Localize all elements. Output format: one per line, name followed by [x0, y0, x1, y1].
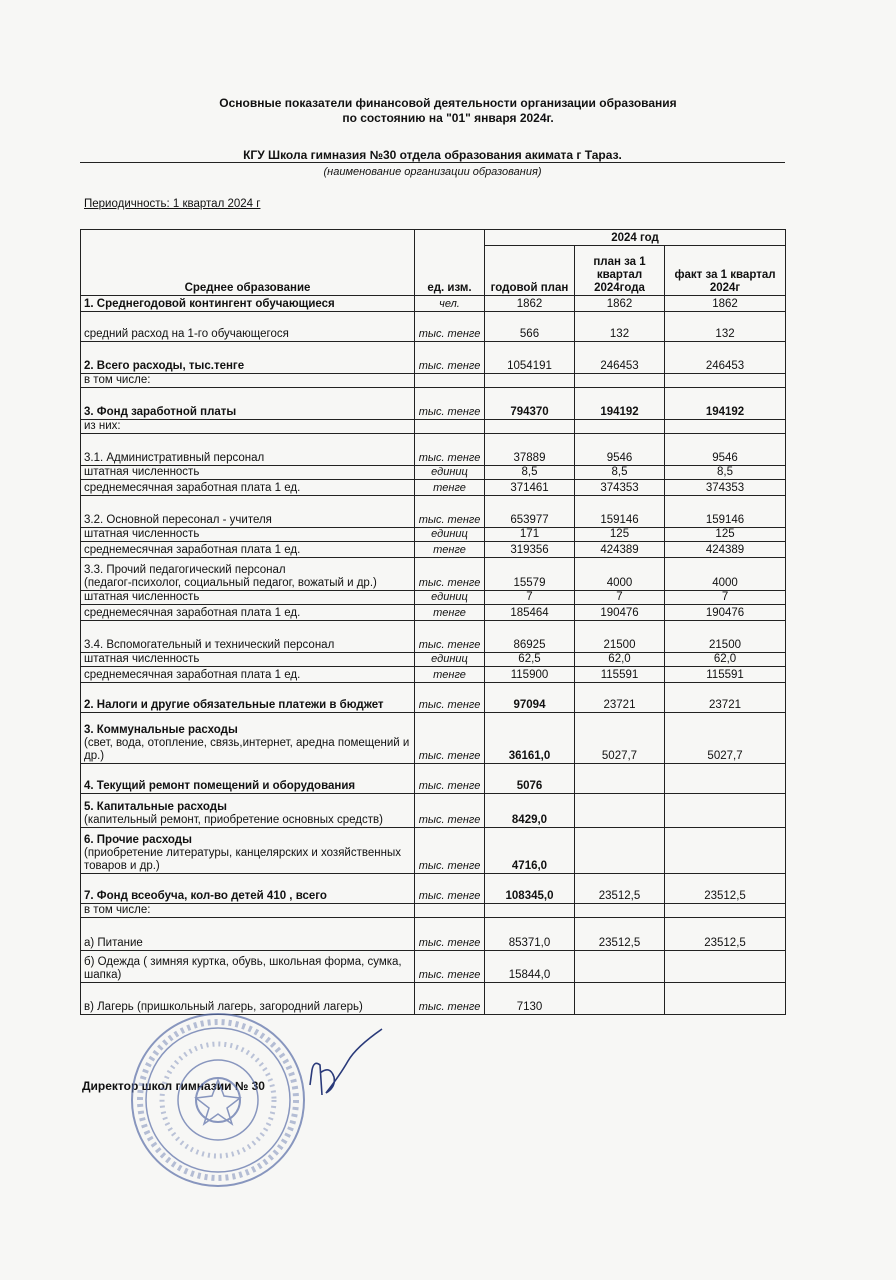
row-plan-q1 — [575, 904, 665, 918]
row-label-detail: (приобретение литературы, канцелярских и хозяйственных товаров и др.) — [84, 847, 401, 872]
organization-caption: (наименование организации образования) — [323, 166, 542, 178]
table-row — [81, 542, 786, 558]
row-label-main: 7. Фонд всеобуча, кол-во детей 410 , всего — [84, 890, 327, 902]
row-label-detail: (свет, вода, отопление, связь,интернет, арeдна помещений и др.) — [84, 737, 410, 762]
row-fact-q1: 23512,5 — [665, 918, 786, 951]
table-row — [81, 480, 786, 496]
row-label — [81, 794, 415, 828]
row-fact-q1: 5027,7 — [665, 713, 786, 764]
row-label-main: среднемесячная заработная плата 1 ед. — [84, 544, 301, 556]
table-row — [81, 296, 786, 312]
row-annual-plan: 7 — [485, 591, 575, 605]
row-label — [81, 713, 415, 764]
row-label-main: 6. Прочие расходы — [84, 834, 192, 846]
row-label-main: б) Одежда ( зимняя куртка, обувь, школьная форма, сумка, шапка) — [84, 956, 402, 981]
row-annual-plan: 97094 — [485, 683, 575, 713]
row-fact-q1: 9546 — [665, 434, 786, 466]
row-plan-q1: 21500 — [575, 621, 665, 653]
row-unit: тыс. тенге — [415, 794, 485, 828]
table-row — [81, 683, 786, 713]
row-label — [81, 558, 415, 591]
row-fact-q1: 62,0 — [665, 653, 786, 667]
row-fact-q1: 23721 — [665, 683, 786, 713]
row-unit: тыс. тенге — [415, 683, 485, 713]
row-label — [81, 874, 415, 904]
row-label — [81, 296, 415, 312]
row-annual-plan: 36161,0 — [485, 713, 575, 764]
row-fact-q1 — [665, 983, 786, 1015]
row-label — [81, 434, 415, 466]
row-unit: тенге — [415, 667, 485, 683]
table-row — [81, 874, 786, 904]
row-fact-q1: 23512,5 — [665, 874, 786, 904]
table-row — [81, 558, 786, 591]
row-annual-plan: 653977 — [485, 496, 575, 528]
row-annual-plan: 108345,0 — [485, 874, 575, 904]
row-label — [81, 828, 415, 874]
row-annual-plan: 371461 — [485, 480, 575, 496]
row-unit: тыс. тенге — [415, 874, 485, 904]
row-plan-q1 — [575, 828, 665, 874]
row-label-main: штатная численность — [84, 653, 200, 665]
row-label-main: средний расход на 1-го обучающегося — [84, 328, 289, 340]
row-plan-q1: 4000 — [575, 558, 665, 591]
row-label — [81, 605, 415, 621]
row-plan-q1: 159146 — [575, 496, 665, 528]
row-label-main: штатная численность — [84, 466, 200, 478]
row-fact-q1: 115591 — [665, 667, 786, 683]
financial-indicators-table — [80, 229, 786, 1015]
row-label-main: 2. Налоги и другие обязательные платежи в бюджет — [84, 699, 384, 711]
row-label-main: в том числе: — [84, 374, 151, 386]
header-annual-plan: годовой план — [485, 246, 575, 296]
row-label-detail: (педагог-психолог, социальный педагог, вожатый и др.) — [84, 577, 377, 589]
row-label-main: 3.4. Вспомогательный и технический персонал — [84, 639, 335, 651]
row-annual-plan: 319356 — [485, 542, 575, 558]
row-label-main: 3.1. Административный персонал — [84, 452, 265, 464]
row-plan-q1: 424389 — [575, 542, 665, 558]
row-label — [81, 542, 415, 558]
table-row — [81, 828, 786, 874]
row-annual-plan — [485, 374, 575, 388]
table-row — [81, 374, 786, 388]
row-annual-plan: 1054191 — [485, 342, 575, 374]
row-annual-plan: 5076 — [485, 764, 575, 794]
table-row — [81, 713, 786, 764]
row-label-main: 4. Текущий ремонт помещений и оборудования — [84, 780, 356, 792]
row-plan-q1 — [575, 420, 665, 434]
row-label-main: штатная численность — [84, 528, 200, 540]
row-fact-q1: 125 — [665, 528, 786, 542]
row-label — [81, 480, 415, 496]
row-unit: тыс. тенге — [415, 621, 485, 653]
row-plan-q1 — [575, 983, 665, 1015]
row-annual-plan: 7130 — [485, 983, 575, 1015]
row-annual-plan: 15579 — [485, 558, 575, 591]
signature-icon — [290, 1025, 400, 1115]
row-plan-q1: 125 — [575, 528, 665, 542]
row-label — [81, 621, 415, 653]
row-label-main: 3. Фонд заработной платы — [84, 406, 237, 418]
row-fact-q1: 1862 — [665, 296, 786, 312]
row-unit: тыс. тенге — [415, 388, 485, 420]
row-label — [81, 591, 415, 605]
row-plan-q1: 8,5 — [575, 466, 665, 480]
row-label-main: среднемесячная заработная плата 1 ед. — [84, 482, 301, 494]
row-fact-q1: 246453 — [665, 342, 786, 374]
table-row — [81, 496, 786, 528]
row-label-main: среднемесячная заработная плата 1 ед. — [84, 607, 301, 619]
row-annual-plan — [485, 420, 575, 434]
row-unit: тенге — [415, 542, 485, 558]
table-row — [81, 466, 786, 480]
row-plan-q1: 246453 — [575, 342, 665, 374]
row-plan-q1: 5027,7 — [575, 713, 665, 764]
row-label-main: 1. Среднегодовой контингент обучающиеся — [84, 298, 335, 310]
table-row — [81, 764, 786, 794]
row-unit: тыс. тенге — [415, 558, 485, 591]
row-annual-plan: 115900 — [485, 667, 575, 683]
row-label-main: 3. Коммунальные расходы — [84, 724, 238, 736]
official-seal-icon — [128, 1010, 308, 1190]
row-plan-q1: 132 — [575, 312, 665, 342]
row-label — [81, 420, 415, 434]
row-plan-q1: 194192 — [575, 388, 665, 420]
table-row — [81, 794, 786, 828]
row-plan-q1: 374353 — [575, 480, 665, 496]
row-annual-plan: 37889 — [485, 434, 575, 466]
table-header-row — [81, 230, 786, 246]
row-fact-q1: 4000 — [665, 558, 786, 591]
row-label — [81, 342, 415, 374]
row-unit: единиц — [415, 653, 485, 667]
header-unit: ед. изм. — [415, 230, 485, 296]
header-name: Среднее образование — [81, 230, 415, 296]
row-plan-q1 — [575, 951, 665, 983]
row-annual-plan: 15844,0 — [485, 951, 575, 983]
row-label-main: среднемесячная заработная плата 1 ед. — [84, 669, 301, 681]
row-annual-plan: 62,5 — [485, 653, 575, 667]
row-unit: тыс. тенге — [415, 713, 485, 764]
row-annual-plan: 8,5 — [485, 466, 575, 480]
row-label — [81, 496, 415, 528]
row-unit: тыс. тенге — [415, 434, 485, 466]
table-row — [81, 904, 786, 918]
table-row — [81, 528, 786, 542]
table-row — [81, 918, 786, 951]
row-plan-q1: 23721 — [575, 683, 665, 713]
row-annual-plan: 86925 — [485, 621, 575, 653]
row-fact-q1: 194192 — [665, 388, 786, 420]
row-label-main: 3.3. Прочий педагогический персонал — [84, 564, 286, 576]
row-unit: единиц — [415, 528, 485, 542]
director-signature-line: Директор школ гимназии № 30 — [82, 1079, 265, 1093]
row-label-main: а) Питание — [84, 937, 143, 949]
row-fact-q1 — [665, 764, 786, 794]
row-plan-q1 — [575, 374, 665, 388]
row-plan-q1: 1862 — [575, 296, 665, 312]
row-fact-q1 — [665, 904, 786, 918]
table-row — [81, 388, 786, 420]
row-label — [81, 904, 415, 918]
row-fact-q1 — [665, 420, 786, 434]
row-label-main: в том числе: — [84, 904, 151, 916]
row-fact-q1: 424389 — [665, 542, 786, 558]
row-label — [81, 374, 415, 388]
row-label — [81, 983, 415, 1015]
row-plan-q1: 115591 — [575, 667, 665, 683]
row-label — [81, 951, 415, 983]
row-plan-q1: 190476 — [575, 605, 665, 621]
row-annual-plan: 1862 — [485, 296, 575, 312]
row-label-main: 3.2. Основной пересонал - учителя — [84, 514, 272, 526]
document-title-line2: по состоянию на "01" января 2024г. — [342, 111, 554, 125]
row-plan-q1: 9546 — [575, 434, 665, 466]
row-fact-q1: 8,5 — [665, 466, 786, 480]
row-label-main: штатная численность — [84, 591, 200, 603]
row-plan-q1 — [575, 764, 665, 794]
row-label — [81, 653, 415, 667]
row-unit: единиц — [415, 466, 485, 480]
row-fact-q1: 374353 — [665, 480, 786, 496]
row-unit: чел. — [415, 296, 485, 312]
row-label-main: в) Лагерь (пришкольный лагерь, загородний лагерь) — [84, 1001, 363, 1013]
row-fact-q1 — [665, 828, 786, 874]
table-row — [81, 667, 786, 683]
row-fact-q1 — [665, 794, 786, 828]
row-annual-plan: 85371,0 — [485, 918, 575, 951]
row-label — [81, 388, 415, 420]
row-fact-q1: 190476 — [665, 605, 786, 621]
row-unit — [415, 904, 485, 918]
document-title-line1: Основные показатели финансовой деятельности организации образования — [219, 96, 677, 110]
table-row — [81, 434, 786, 466]
row-unit: тыс. тенге — [415, 918, 485, 951]
row-annual-plan: 794370 — [485, 388, 575, 420]
row-unit: единиц — [415, 591, 485, 605]
row-unit: тыс. тенге — [415, 496, 485, 528]
table-row — [81, 312, 786, 342]
row-label — [81, 667, 415, 683]
row-unit: тыс. тенге — [415, 828, 485, 874]
row-plan-q1 — [575, 794, 665, 828]
row-label-detail: (капительный ремонт, приобретение основных средств) — [84, 814, 383, 826]
row-label — [81, 683, 415, 713]
row-unit: тыс. тенге — [415, 312, 485, 342]
row-unit: тыс. тенге — [415, 764, 485, 794]
row-label — [81, 764, 415, 794]
row-plan-q1: 62,0 — [575, 653, 665, 667]
row-label — [81, 312, 415, 342]
row-annual-plan: 4716,0 — [485, 828, 575, 874]
row-fact-q1: 7 — [665, 591, 786, 605]
row-unit: тенге — [415, 605, 485, 621]
row-fact-q1 — [665, 374, 786, 388]
row-unit: тенге — [415, 480, 485, 496]
organization-name: КГУ Школа гимназия №30 отдела образования акимата г Тараз. — [243, 148, 622, 162]
row-annual-plan — [485, 904, 575, 918]
row-unit: тыс. тенге — [415, 951, 485, 983]
table-row — [81, 951, 786, 983]
row-annual-plan: 8429,0 — [485, 794, 575, 828]
row-label-main: из них: — [84, 420, 121, 432]
table-row — [81, 983, 786, 1015]
table-row — [81, 591, 786, 605]
row-fact-q1: 159146 — [665, 496, 786, 528]
row-label-main: 5. Капитальные расходы — [84, 801, 227, 813]
row-annual-plan: 185464 — [485, 605, 575, 621]
row-fact-q1 — [665, 951, 786, 983]
row-label — [81, 918, 415, 951]
row-unit — [415, 420, 485, 434]
row-fact-q1: 132 — [665, 312, 786, 342]
row-label — [81, 466, 415, 480]
table-row — [81, 653, 786, 667]
periodicity: Периодичность: 1 квартал 2024 г — [84, 198, 261, 210]
organization-underline — [80, 162, 785, 163]
row-label-main: 2. Всего расходы, тыс.тенге — [84, 360, 245, 372]
row-annual-plan: 566 — [485, 312, 575, 342]
row-unit: тыс. тенге — [415, 342, 485, 374]
header-plan-q1: план за 1 квартал 2024года — [575, 246, 665, 296]
table-row — [81, 342, 786, 374]
table-row — [81, 605, 786, 621]
row-unit — [415, 374, 485, 388]
row-plan-q1: 23512,5 — [575, 918, 665, 951]
table-row — [81, 420, 786, 434]
row-plan-q1: 23512,5 — [575, 874, 665, 904]
header-fact-q1: факт за 1 квартал 2024г — [665, 246, 786, 296]
row-label — [81, 528, 415, 542]
table-row — [81, 621, 786, 653]
row-unit: тыс. тенге — [415, 983, 485, 1015]
row-annual-plan: 171 — [485, 528, 575, 542]
row-plan-q1: 7 — [575, 591, 665, 605]
row-fact-q1: 21500 — [665, 621, 786, 653]
header-year: 2024 год — [485, 230, 786, 246]
